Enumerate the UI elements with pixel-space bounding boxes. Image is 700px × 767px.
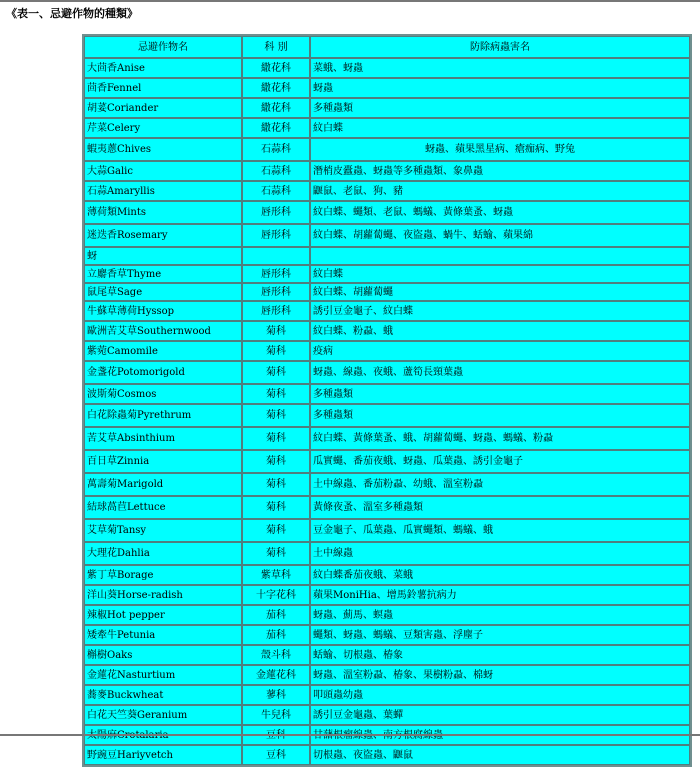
family-cell: 石蒜科	[242, 161, 310, 181]
family-cell: 金蓮花科	[242, 665, 310, 685]
pests-cell: 土中線蟲、番茄粉蝨、幼蛾、溫室粉蝨	[310, 473, 690, 496]
family-cell: 蓼科	[242, 685, 310, 705]
family-cell: 菊科	[242, 519, 310, 542]
crop-name-cell: 金盞花Potomorigold	[84, 361, 242, 384]
pests-cell: 多種蟲類	[310, 404, 690, 427]
crop-name-cell: 蕎麥Buckwheat	[84, 685, 242, 705]
family-cell: 唇形科	[242, 301, 310, 321]
crop-name-cell: 鼠尾草Sage	[84, 283, 242, 301]
table-header-row	[84, 36, 690, 58]
table-row	[84, 161, 690, 181]
pests-cell: 誘引豆金龜蟲、葉蟬	[310, 705, 690, 725]
crop-name-cell: 白花天竺葵Geranium	[84, 705, 242, 725]
family-cell: 菊科	[242, 496, 310, 519]
family-cell: 菊科	[242, 361, 310, 384]
table-row	[84, 496, 690, 519]
pests-cell: 瓜實蠅、番茄夜蛾、蚜蟲、瓜葉蟲、誘引金龜子	[310, 450, 690, 473]
pests-cell: 蚜蟲、溫室粉蝨、椿象、果樹粉蝨、棉蚜	[310, 665, 690, 685]
pests-cell: 叩頭蟲幼蟲	[310, 685, 690, 705]
pests-cell: 紋白蝶番茄夜蛾、菜蛾	[310, 565, 690, 585]
family-cell: 菊科	[242, 341, 310, 361]
pests-cell: 切根蟲、夜盜蟲、鼴鼠	[310, 745, 690, 765]
pests-cell: 紋白蝶、黃條葉蚤、蛾、胡蘿蔔蠅、蚜蟲、螞蟻、粉蝨	[310, 427, 690, 450]
family-cell: 繖花科	[242, 98, 310, 118]
family-cell: 繖花科	[242, 78, 310, 98]
family-cell: 石蒜科	[242, 138, 310, 161]
family-cell: 繖花科	[242, 118, 310, 138]
table-caption: 《表一、忌避作物的種類》	[6, 7, 138, 20]
table-row	[84, 404, 690, 427]
crop-name-cell: 迷迭香Rosemary	[84, 224, 242, 247]
family-cell: 茄科	[242, 625, 310, 645]
pests-cell: 蠅類、蚜蟲、螞蟻、豆類害蟲、浮塵子	[310, 625, 690, 645]
pests-cell: 蚜蟲、線蟲、夜蛾、蘆筍長頸葉蟲	[310, 361, 690, 384]
pests-cell: 紋白蝶	[310, 118, 690, 138]
pests-cell: 豆金龜子、瓜葉蟲、瓜實蠅類、螞蟻、蛾	[310, 519, 690, 542]
crop-name-cell: 矮牽牛Petunia	[84, 625, 242, 645]
family-cell: 菊科	[242, 450, 310, 473]
pests-cell: 疫病	[310, 341, 690, 361]
table-row	[84, 138, 690, 161]
table-row	[84, 301, 690, 321]
family-cell	[242, 247, 310, 265]
table-row	[84, 705, 690, 725]
table-row	[84, 283, 690, 301]
crop-name-cell: 紫丁草Borage	[84, 565, 242, 585]
crop-name-cell: 蝦夷蔥Chives	[84, 138, 242, 161]
crop-name-cell: 牛蘇草薄荷Hyssop	[84, 301, 242, 321]
crop-name-cell: 波斯菊Cosmos	[84, 384, 242, 404]
pests-cell: 蚜蟲、蘋果黑星病、瘡痂病、野兔	[310, 138, 690, 161]
table-row	[84, 224, 690, 247]
table-row	[84, 473, 690, 496]
family-cell: 十字花科	[242, 585, 310, 605]
pests-cell	[310, 247, 690, 265]
pests-cell: 紋白蝶、蠅類、老鼠、螞蟻、黃條葉蚤、蚜蟲	[310, 201, 690, 224]
crop-name-cell: 結球萵苣Lettuce	[84, 496, 242, 519]
table-row	[84, 605, 690, 625]
pests-cell: 蚜蟲	[310, 78, 690, 98]
table-row	[84, 118, 690, 138]
table-row	[84, 685, 690, 705]
crop-name-cell: 野豌豆Hariyvetch	[84, 745, 242, 765]
table-row	[84, 321, 690, 341]
crop-name-cell: 大茴香Anise	[84, 58, 242, 78]
family-cell: 唇形科	[242, 265, 310, 283]
top-rule	[0, 0, 700, 2]
bottom-rule	[0, 734, 700, 736]
crop-name-cell: 石蒜Amaryllis	[84, 181, 242, 201]
pests-cell: 菜蛾、蚜蟲	[310, 58, 690, 78]
pests-cell: 黃條夜蚤、溫室多種蟲類	[310, 496, 690, 519]
table-row	[84, 625, 690, 645]
table-row	[84, 519, 690, 542]
pests-cell: 多種蟲類	[310, 384, 690, 404]
pests-cell: 潛梢皮蠹蟲、蚜蟲等多種蟲類、象鼻蟲	[310, 161, 690, 181]
table-row	[84, 78, 690, 98]
table-row	[84, 181, 690, 201]
pests-cell: 紋白蝶、粉蝨、蛾	[310, 321, 690, 341]
crop-name-cell: 苦艾草Absinthium	[84, 427, 242, 450]
family-cell: 菊科	[242, 542, 310, 565]
crop-name-cell: 大理花Dahlia	[84, 542, 242, 565]
crop-name-cell: 蚜	[84, 247, 242, 265]
crop-name-cell: 百日草Zinnia	[84, 450, 242, 473]
header-family: 科 別	[242, 36, 310, 58]
family-cell: 石蒜科	[242, 181, 310, 201]
crop-name-cell: 立麝香草Thyme	[84, 265, 242, 283]
header-crop-name: 忌避作物名	[84, 36, 242, 58]
repellent-crops-table	[82, 34, 692, 767]
family-cell: 唇形科	[242, 224, 310, 247]
family-cell: 唇形科	[242, 201, 310, 224]
family-cell: 茄科	[242, 605, 310, 625]
crop-name-cell: 薄荷類Mints	[84, 201, 242, 224]
crop-name-cell: 茴香Fennel	[84, 78, 242, 98]
crop-name-cell: 金蓮花Nasturtium	[84, 665, 242, 685]
table-row	[84, 565, 690, 585]
pests-cell: 蚜蟲、薊馬、螟蟲	[310, 605, 690, 625]
table-row	[84, 341, 690, 361]
pests-cell: 紋白蝶、胡蘿蔔蠅	[310, 283, 690, 301]
family-cell: 牛兒科	[242, 705, 310, 725]
crop-name-cell: 槲樹Oaks	[84, 645, 242, 665]
table-row	[84, 450, 690, 473]
crop-name-cell: 歐洲苦艾草Southernwood	[84, 321, 242, 341]
table-row	[84, 645, 690, 665]
family-cell: 豆科	[242, 745, 310, 765]
table-row	[84, 361, 690, 384]
family-cell: 菊科	[242, 404, 310, 427]
table-row	[84, 384, 690, 404]
family-cell: 紫草科	[242, 565, 310, 585]
pests-cell: 紋白蝶、胡蘿蔔蠅、夜盜蟲、蝸牛、蛞蝓、蘋果綿	[310, 224, 690, 247]
table-row	[84, 201, 690, 224]
pests-cell: 蘋果MoniHia、增馬鈴薯抗病力	[310, 585, 690, 605]
table-row	[84, 265, 690, 283]
pests-cell: 鼴鼠、老鼠、狗、豬	[310, 181, 690, 201]
pests-cell: 土中線蟲	[310, 542, 690, 565]
family-cell: 菊科	[242, 384, 310, 404]
table-row	[84, 58, 690, 78]
family-cell: 殼斗科	[242, 645, 310, 665]
table-row	[84, 665, 690, 685]
family-cell: 菊科	[242, 473, 310, 496]
crop-name-cell: 胡荽Coriander	[84, 98, 242, 118]
crop-name-cell: 紫菀Camomile	[84, 341, 242, 361]
family-cell: 繖花科	[242, 58, 310, 78]
family-cell: 菊科	[242, 427, 310, 450]
table-row	[84, 585, 690, 605]
table-row	[84, 542, 690, 565]
crop-name-cell: 萬壽菊Marigold	[84, 473, 242, 496]
family-cell: 唇形科	[242, 283, 310, 301]
table-row	[84, 247, 690, 265]
header-pests: 防除病蟲害名	[310, 36, 690, 58]
crop-name-cell: 芹菜Celery	[84, 118, 242, 138]
pests-cell: 紋白蝶	[310, 265, 690, 283]
crop-name-cell: 艾草菊Tansy	[84, 519, 242, 542]
crop-name-cell: 辣椒Hot pepper	[84, 605, 242, 625]
table-row	[84, 745, 690, 765]
pests-cell: 蛞蝓、切根蟲、椿象	[310, 645, 690, 665]
pests-cell: 誘引豆金龜子、紋白蝶	[310, 301, 690, 321]
crop-name-cell: 洋山葵Horse-radish	[84, 585, 242, 605]
pests-cell: 多種蟲類	[310, 98, 690, 118]
table-row	[84, 427, 690, 450]
table-row	[84, 98, 690, 118]
crop-name-cell: 大蒜Galic	[84, 161, 242, 181]
family-cell: 菊科	[242, 321, 310, 341]
crop-name-cell: 白花除蟲菊Pyrethrum	[84, 404, 242, 427]
